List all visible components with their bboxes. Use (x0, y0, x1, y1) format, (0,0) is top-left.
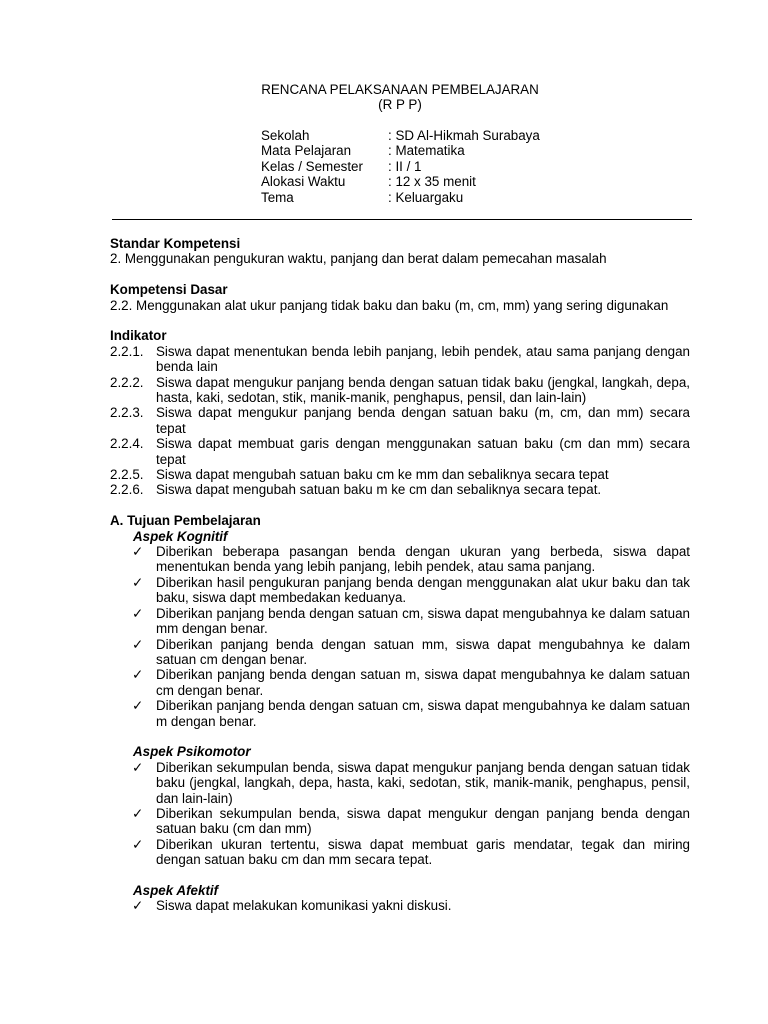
spacer (110, 729, 690, 744)
list-item-text: Diberikan panjang benda dengan satuan mm, siswa dapat mengubahnya ke dalam satuan cm dengan benar. (156, 636, 690, 667)
indicator-number: 2.2.1. (110, 343, 144, 359)
aspect-heading-afektif: Aspek Afektif (133, 882, 219, 898)
meta-row-sekolah (261, 128, 540, 143)
meta-value: : II / 1 (388, 158, 422, 174)
indicator-text: Siswa dapat mengubah satuan baku cm ke mm dan sebaliknya secara tepat (156, 467, 609, 483)
indicator-text: Siswa dapat mengukur panjang benda dengan satuan baku (m, cm, dan mm) secara tepat (156, 405, 690, 436)
indicator-item (110, 344, 690, 375)
standar-kompetensi-section (110, 236, 690, 267)
aspect-heading-kognitif: Aspek Kognitif (133, 528, 228, 544)
list-item-text: Diberikan beberapa pasangan benda dengan ukuran yang berbeda, siswa dapat menentukan benda yang lebih panjang, lebih pendek, atau sama panjang. (156, 544, 690, 575)
list-item-text: Diberikan panjang benda dengan satuan cm, siswa dapat mengubahnya ke dalam satuan mm dengan benar. (156, 605, 690, 637)
identity-table (261, 128, 540, 205)
indicator-item (110, 375, 690, 406)
meta-row-alokasi-waktu (261, 174, 540, 189)
meta-key: Tema (261, 189, 294, 205)
meta-row-kelas-semester (261, 159, 540, 174)
meta-key: Sekolah (261, 128, 310, 143)
indicator-item (110, 436, 690, 467)
section-heading: Kompetensi Dasar (110, 282, 228, 298)
list-item (110, 837, 690, 868)
list-item (110, 637, 690, 668)
aspect-heading-psikomotor: Aspek Psikomotor (133, 744, 251, 760)
section-text: 2. Menggunakan pengukuran waktu, panjang dan berat dalam pemecahan masalah (110, 251, 607, 267)
indicator-number: 2.2.4. (110, 436, 144, 452)
section-heading: Indikator (110, 328, 167, 344)
section-heading: Standar Kompetensi (110, 236, 241, 251)
checkmark-icon: ✓ (132, 759, 144, 775)
list-item (110, 898, 690, 913)
meta-value: : Matematika (388, 143, 465, 159)
checkmark-icon: ✓ (132, 836, 144, 852)
indicator-item (110, 482, 690, 497)
indicator-text: Siswa dapat menentukan benda lebih panjang, lebih pendek, atau sama panjang dengan benda lain (156, 343, 690, 375)
meta-key: Kelas / Semester (261, 158, 363, 174)
list-item (110, 606, 690, 637)
checkmark-icon: ✓ (132, 667, 144, 683)
section-text: 2.2. Menggunakan alat ukur panjang tidak baku dan baku (m, cm, mm) yang sering digunakan (110, 297, 669, 313)
checkmark-icon: ✓ (132, 805, 144, 821)
checkmark-icon: ✓ (132, 898, 144, 914)
header-divider (112, 219, 692, 220)
meta-row-tema (261, 190, 540, 205)
list-item-text: Diberikan sekumpulan benda, siswa dapat mengukur panjang benda dengan satuan tidak baku (jengkal, langkah, depa, hasta, kaki, sedotan, stik, manik-manik, penghapus, pensil, dan lain-lain) (156, 759, 690, 806)
document-subtitle: (R P P) (378, 97, 422, 112)
kompetensi-dasar-section (110, 282, 690, 313)
list-item-text: Diberikan panjang benda dengan satuan cm, siswa dapat mengubahnya ke dalam satuan m dengan benar. (156, 698, 690, 729)
meta-row-mata-pelajaran (261, 143, 540, 158)
list-item (110, 575, 690, 606)
list-item-text: Diberikan hasil pengukuran panjang benda dengan menggunakan alat ukur baku dan tak baku, siswa dapt membedakan keduanya. (156, 574, 690, 606)
indicator-item (110, 405, 690, 436)
meta-key: Alokasi Waktu (261, 174, 346, 190)
list-item (110, 667, 690, 698)
list-item-text: Diberikan sekumpulan benda, siswa dapat mengukur dengan panjang benda dengan satuan baku (cm dan mm) (156, 805, 690, 837)
indicator-number: 2.2.2. (110, 374, 144, 390)
indicator-item (110, 467, 690, 482)
list-item (110, 760, 690, 806)
checkmark-icon: ✓ (132, 574, 144, 590)
list-item-text: Siswa dapat melakukan komunikasi yakni diskusi. (156, 898, 452, 914)
checkmark-icon: ✓ (132, 636, 144, 652)
meta-value: : 12 x 35 menit (388, 174, 476, 190)
list-item (110, 806, 690, 837)
indikator-section (110, 328, 690, 497)
list-item (110, 544, 690, 575)
meta-value: : SD Al-Hikmah Surabaya (388, 128, 540, 143)
indicator-text: Siswa dapat mengubah satuan baku m ke cm dan sebaliknya secara tepat. (156, 482, 602, 498)
indicator-number: 2.2.5. (110, 467, 144, 483)
tujuan-section (110, 513, 690, 914)
document-title: RENCANA PELAKSANAAN PEMBELAJARAN (261, 82, 539, 97)
meta-key: Mata Pelajaran (261, 143, 352, 159)
spacer (110, 868, 690, 883)
meta-value: : Keluargaku (388, 189, 464, 205)
indicator-text: Siswa dapat mengukur panjang benda dengan satuan tidak baku (jengkal, langkah, depa, hasta, kaki, sedotan, stik, manik-manik, penghapus, pensil, dan lain-lain) (156, 374, 690, 406)
checkmark-icon: ✓ (132, 698, 144, 714)
checkmark-icon: ✓ (132, 605, 144, 621)
checkmark-icon: ✓ (132, 544, 144, 560)
indicator-text: Siswa dapat membuat garis dengan menggunakan satuan baku (cm dan mm) secara tepat (156, 436, 690, 467)
indicator-number: 2.2.3. (110, 405, 144, 421)
list-item-text: Diberikan panjang benda dengan satuan m, siswa dapat mengubahnya ke dalam satuan cm dengan benar. (156, 667, 690, 698)
list-item (110, 698, 690, 729)
document-body (110, 236, 690, 914)
indicator-number: 2.2.6. (110, 482, 144, 498)
list-item-text: Diberikan ukuran tertentu, siswa dapat membuat garis mendatar, tegak dan miring dengan satuan baku cm dan mm secara tepat. (156, 836, 690, 868)
section-heading: A. Tujuan Pembelajaran (110, 513, 261, 529)
